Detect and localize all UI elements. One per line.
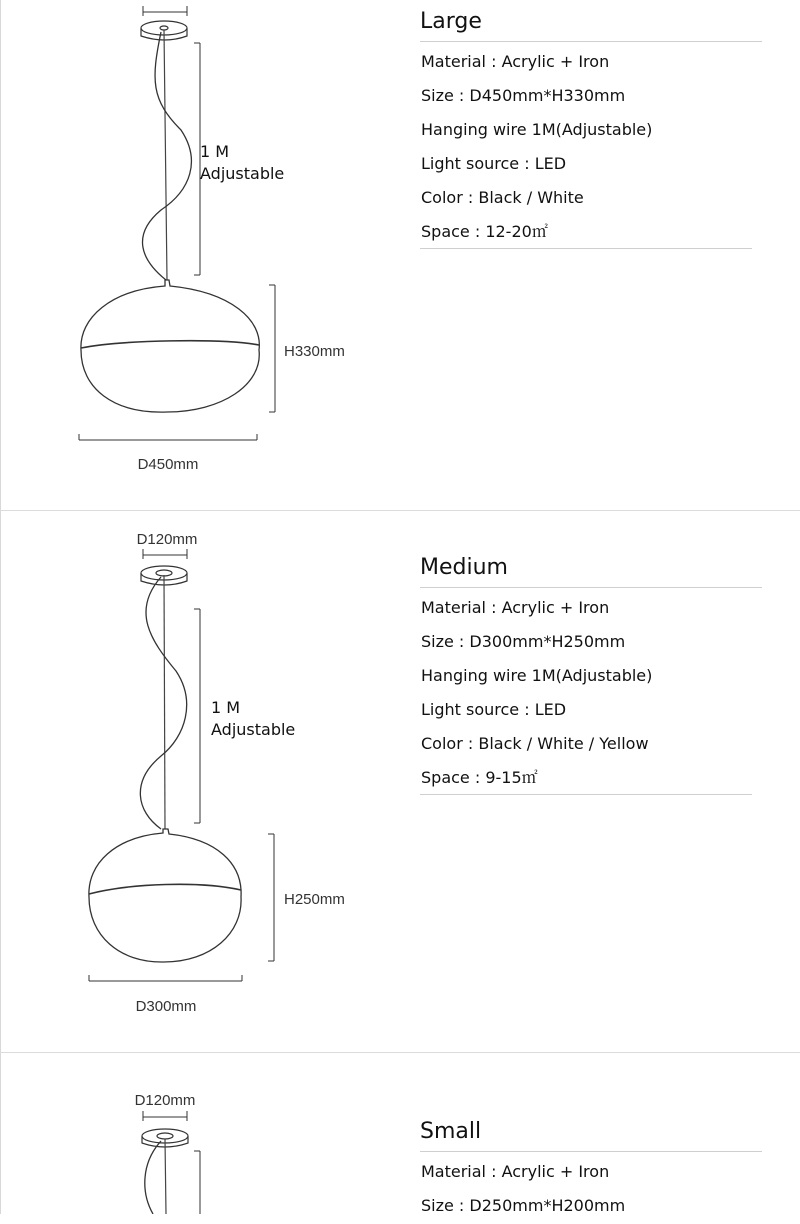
diameter-label: D450mm <box>137 456 199 473</box>
suspension-cable <box>165 1139 166 1214</box>
section-medium <box>0 511 800 1052</box>
height-label: H250mm <box>284 891 345 908</box>
spec-space: Space : 9-15㎡ <box>421 768 538 787</box>
spec-color: Color : Black / White <box>421 188 584 207</box>
spec-size: Size : D450mm*H330mm <box>421 86 626 105</box>
wire-length-label: 1 M <box>200 142 230 161</box>
size-title: Large <box>420 8 762 42</box>
spec-material: Material : Acrylic + Iron <box>421 1162 610 1181</box>
spec-list <box>420 1154 752 1222</box>
spec-panel-large <box>420 8 762 249</box>
size-title: Medium <box>420 554 762 588</box>
spec-hanging-wire: Hanging wire 1M(Adjustable) <box>421 120 653 139</box>
canopy-width-marker <box>143 549 187 559</box>
section-small <box>0 1053 800 1214</box>
spec-space: Space : 12-20㎡ <box>421 222 548 241</box>
canopy-width-label: D120mm <box>136 531 198 548</box>
spec-list <box>420 44 752 249</box>
spec-panel-small <box>420 1118 762 1222</box>
wire-length-label: 1 M <box>211 698 241 717</box>
size-title: Small <box>420 1118 762 1152</box>
lamp-shade-icon <box>89 829 241 962</box>
spec-material: Material : Acrylic + Iron <box>421 52 610 71</box>
wire-length-bracket <box>194 609 200 823</box>
wire-adjustable-label: Adjustable <box>211 720 296 739</box>
spec-hanging-wire: Hanging wire 1M(Adjustable) <box>421 666 653 685</box>
spec-size: Size : D300mm*H250mm <box>421 632 626 651</box>
canopy-width-label: D120mm <box>134 1092 196 1109</box>
lamp-diagram-medium <box>1 511 401 1052</box>
wire-adjustable-label: Adjustable <box>200 164 285 183</box>
canopy-width-marker <box>143 1111 187 1121</box>
diameter-label: D300mm <box>135 998 197 1015</box>
power-wire <box>140 577 186 829</box>
diameter-bracket <box>89 975 242 981</box>
spec-panel-medium <box>420 554 762 795</box>
spec-light-source: Light source : LED <box>421 700 567 719</box>
height-label: H330mm <box>284 343 345 360</box>
spec-size: Size : D250mm*H200mm <box>421 1196 626 1215</box>
suspension-cable <box>164 575 165 829</box>
section-large <box>0 0 800 510</box>
suspension-cable <box>164 30 167 280</box>
height-bracket <box>269 285 275 412</box>
wire-length-bracket <box>194 1151 200 1214</box>
canopy-width-marker <box>143 6 187 16</box>
spec-color: Color : Black / White / Yellow <box>421 734 649 753</box>
spec-light-source: Light source : LED <box>421 154 567 173</box>
lamp-diagram-large <box>1 0 401 510</box>
spec-material: Material : Acrylic + Iron <box>421 598 610 617</box>
spec-list <box>420 590 752 795</box>
power-wire <box>145 1141 161 1214</box>
lamp-diagram-small <box>1 1053 401 1214</box>
height-bracket <box>268 834 274 961</box>
lamp-shade-icon <box>81 280 259 412</box>
diameter-bracket <box>79 434 257 440</box>
